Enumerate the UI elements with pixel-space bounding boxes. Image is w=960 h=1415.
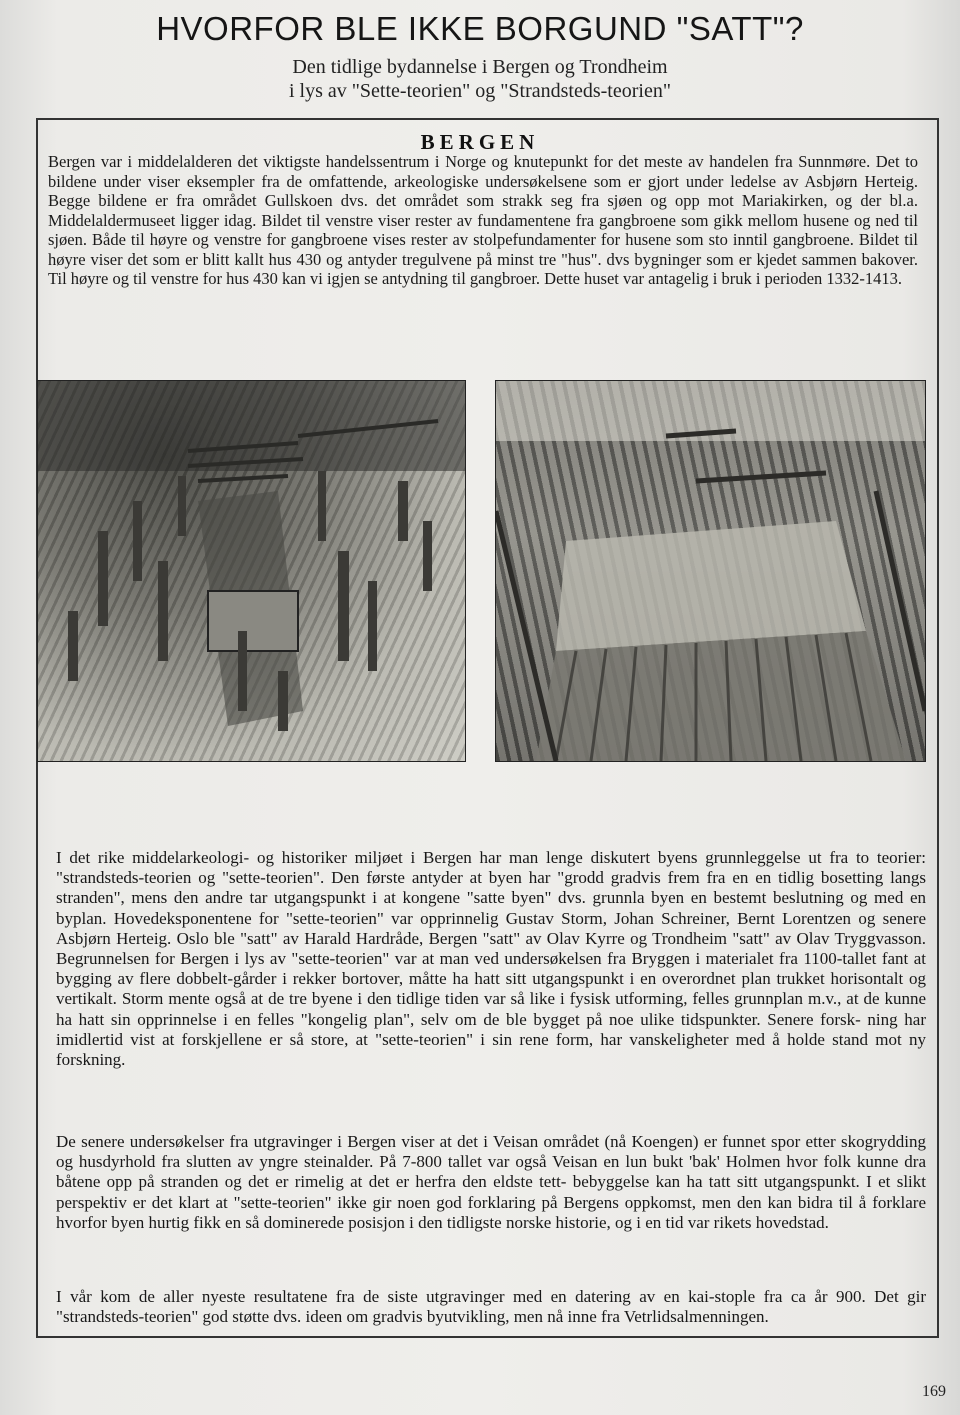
paragraph-latest-results: I vår kom de aller nyeste resultatene fra de siste utgravinger med en datering av en kai-stople fra ca år 900. Det gir "strandsteds-teorien" god støtte dvs. ideen om gradvis byutvikling, men nå inne fra Vetrlidsalmenningen.	[56, 1287, 926, 1327]
excavation-photo-walkways	[37, 380, 466, 762]
excavation-photo-house-430-drawing	[496, 381, 925, 761]
paragraph-veisan: De senere undersøkelser fra utgravinger i Bergen viser at det i Veisan området (nå Koengen) er funnet spor etter skogrydding og husdyrhold fra slutten av yngre steinalder. På 7-800 tallet var også Veisan en lun bukt 'bak' Holmen hvor folk kunne dra båtene opp på stranden og det er rimelig at det er herfra den eldste tett- bebyggelse kan ha tatt sitt utgangspunkt. I et slikt perspektiv er det klart at "sette-teorien" ikke gir noen god forklaring på Bergens oppkomst, men den kan bidra til å forklare hvorfor byen hurtig fikk en så dominerede posisjon i den tidligste norske historie, og i en tid var rikets hovedstad.	[56, 1132, 926, 1232]
intro-paragraph: Bergen var i middelalderen det viktigste handelssentrum i Norge og knutepunkt for det meste av handelen fra Sunnmøre. Det to bildene under viser eksempler fra de omfattende, arkeologiske undersøkelsene som er gjort under ledelse av Asbjørn Herteig. Begge bildene er fra området Gullskoen dvs. det området som strakk seg fra sjøen og opp mot Mariakirken, og der bl.a. Middelaldermuseet ligger idag. Bildet til venstre viser rester av fundamentene fra gangbroene som gikk mellom husene og ned til sjøen. Både til høyre og venstre for gangbroene vises rester av stolpefundamenter for husene som sto inntil gangbroene. Bildet til høyre viser det som er blitt kallt hus 430 og antyder tregulvene på minst tre "hus". dvs bygninger som er kjedet sammen bakover. Til høyre og til venstre for hus 430 kan vi igjen se antydning til gangbroer. Dette huset var antagelig i bruk i perioden 1332-1413.	[48, 152, 918, 288]
excavation-photo-walkways-drawing	[38, 381, 465, 761]
excavation-photo-house-430	[495, 380, 926, 762]
paragraph-theories: I det rike middelarkeologi- og historiker miljøet i Bergen har man lenge diskutert byens grunnleggelse ut fra to teorier: "strandsteds-teorien og "sette-teorien". Den første antyder at byen har "grodd gradvis frem fra en en tidlig bosetting langs stranden", mens den andre tar utgangspunkt i at kongene "satte byen" dvs. grunnla byen en bestemt beslutning og med en byplan. Hovedeksponentene for "sette-teorien" var opprinnelig Gustav Storm, Johan Schreiner, Bernt Lorentzen og senere Asbjørn Herteig. Oslo ble "satt" av Harald Hardråde, Bergen "satt" av Olav Kyrre og Trondheim "satt" av Olav Tryggvasson. Begrunnelsen for Bergen i lys av "sette-teorien" var at man ved undersøkelsen fra Bryggen i materialet fra 1100-tallet fant at bygging av flere dobbelt-gårder i rekker bortover, måtte ha hatt sitt utgangspunkt i en overordnet plan trukket horisontalt og vertikalt. Storm mente også at de tre byene i den tidlige tiden var så like i fysisk utforming, felles grunnplan m.v., at de kunne ha hatt sin opprinnelse i en felles "kongelig plan", selv om de ble bygget på noe ulike tidspunkter. Senere forsk- ning har imidlertid vist at forskjellene er så store, at "sette-teorien" i sin rene form, har vanskeligheter med å holde stand mot ny forskning.	[56, 848, 926, 1070]
section-heading: BERGEN	[420, 130, 540, 154]
subtitle-line-2: i lys av "Sette-teorien" og "Strandsteds-teorien"	[288, 80, 671, 102]
page-title: HVORFOR BLE IKKE BORGUND "SATT"?	[156, 10, 804, 47]
page-number: 169	[922, 1383, 946, 1400]
subtitle-line-1: Den tidlige bydannelse i Bergen og Trondheim	[292, 56, 668, 78]
